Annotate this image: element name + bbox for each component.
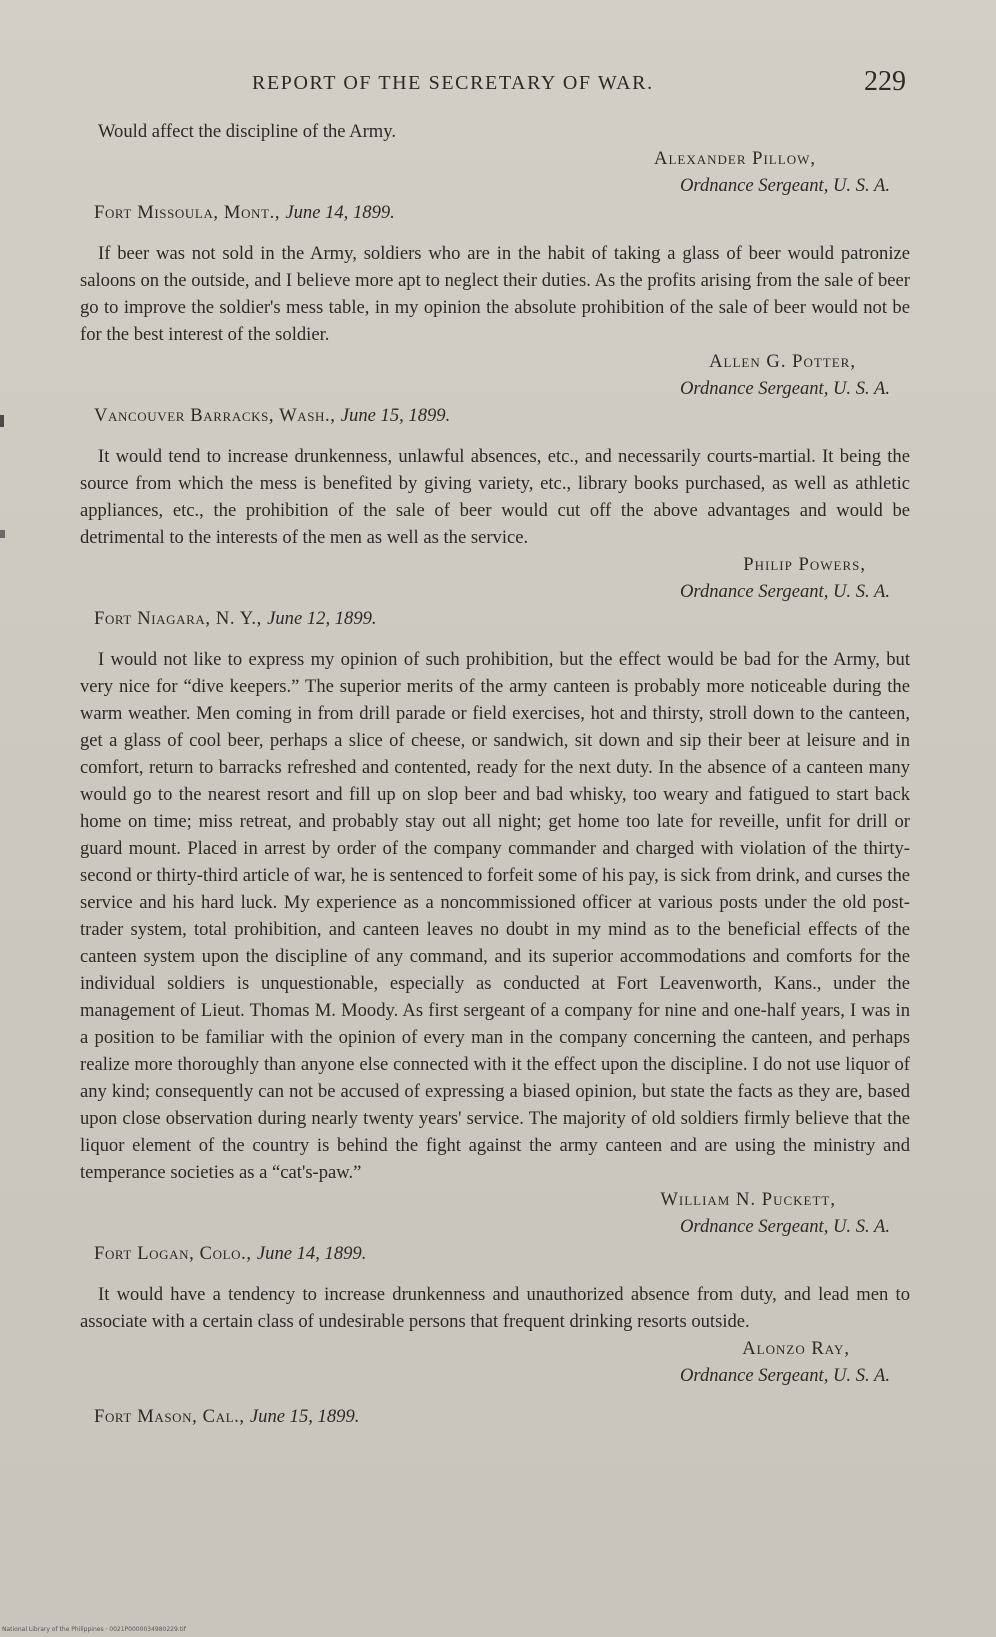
signature-block	[80, 1186, 890, 1240]
signature-block	[80, 145, 890, 199]
testimony-entry	[80, 240, 910, 402]
date: June 15, 1899.	[340, 405, 451, 426]
scan-footer: National Library of the Philippines · 0021P0000034980229.tif	[2, 1626, 186, 1633]
signer-name: Alonzo Ray,	[742, 1338, 850, 1359]
place-date-line	[94, 402, 910, 429]
signature-block	[80, 1335, 890, 1389]
place-date-line	[94, 1403, 910, 1430]
testimony-entry	[80, 118, 910, 199]
running-title: REPORT OF THE SECRETARY OF WAR.	[252, 72, 654, 94]
testimony-entry	[80, 1281, 910, 1389]
page-body	[80, 118, 910, 1444]
testimony-entry	[80, 646, 910, 1240]
testimony-text: It would have a tendency to increase drunkenness and unauthorized absence from duty, and lead men to associate with a certain class of undesirable persons that frequent drinking resorts outside.	[80, 1284, 910, 1332]
signer-name: Alexander Pillow,	[654, 148, 816, 169]
signer-rank: Ordnance Sergeant, U. S. A.	[679, 378, 890, 399]
place: Fort Niagara, N. Y.,	[94, 608, 262, 629]
scan-edge-mark	[0, 530, 5, 538]
date: June 14, 1899.	[256, 1243, 367, 1264]
place: Fort Mason, Cal.,	[94, 1406, 245, 1427]
page-number: 229	[864, 66, 906, 97]
signer-rank: Ordnance Sergeant, U. S. A.	[679, 1365, 890, 1386]
place-date-line	[94, 1240, 910, 1267]
date: June 12, 1899.	[267, 608, 377, 629]
testimony-text: I would not like to express my opinion of such prohibition, but the effect would be bad for the Army, but very nice for “dive keepers.” The superior merits of the army canteen is probably more noticeable during the warm weather. Men coming in from drill parade or field exercises, hot and thirsty, stroll down to the canteen, get a glass of cool beer, perhaps a slice of cheese, or sandwich, sit down and sip their beer at leisure and in comfort, return to barracks refreshed and contented, ready for the next duty. In the absence of a canteen many would go to the nearest resort and fill up on slop beer and bad whisky, too weary and fatigued to start back home on time; miss retreat, and probably stay out all night; get home too late for reveille, unfit for drill or guard mount. Placed in arrest by order of the company commander and charged with violation of the thirty-second or thirty-third article of war, he is sentenced to forfeit some of his pay, is sick from drink, and curses the service and his hard luck. My experience as a noncommissioned officer at various posts under the old post-trader system, total prohibition, and canteen leaves no doubt in my mind as to the beneficial effects of the canteen system upon the discipline of any command, and its superior accommodations and comforts for the individual soldiers is unquestionable, especially as conducted at Fort Leavenworth, Kans., under the management of Lieut. Thomas M. Moody. As first sergeant of a company for nine and one-half years, I was in a position to be familiar with the opinion of every man in the company concerning the canteen, and perhaps realize more thoroughly than anyone else connected with it the effect upon the discipline. I do not use liquor of any kind; consequently can not be accused of expressing a biased opinion, but state the facts as they are, based upon close observation during nearly twenty years' service. The majority of old soldiers firmly believe that the liquor element of the country is behind the fight against the army canteen and are using the ministry and temperance societies as a “cat's-paw.”	[80, 649, 910, 1183]
running-header	[0, 68, 996, 108]
place-date-line	[94, 605, 910, 632]
scan-edge-mark	[0, 415, 4, 427]
signer-rank: Ordnance Sergeant, U. S. A.	[679, 175, 890, 196]
place: Vancouver Barracks, Wash.,	[94, 405, 336, 426]
signature-block	[80, 348, 890, 402]
signer-name: Philip Powers,	[743, 554, 866, 575]
testimony-entry	[80, 443, 910, 605]
signer-name: William N. Puckett,	[660, 1189, 836, 1210]
place: Fort Logan, Colo.,	[94, 1243, 252, 1264]
testimony-text: Would affect the discipline of the Army.	[98, 121, 396, 142]
testimony-text: If beer was not sold in the Army, soldiers who are in the habit of taking a glass of beer would patronize saloons on the outside, and I believe more apt to neglect their duties. As the profits arising from the sale of beer go to improve the soldier's mess table, in my opinion the absolute prohibition of the sale of beer would not be for the best interest of the soldier.	[80, 243, 910, 345]
signer-rank: Ordnance Sergeant, U. S. A.	[679, 1216, 890, 1237]
date: June 15, 1899.	[249, 1406, 360, 1427]
signature-block	[80, 551, 890, 605]
place: Fort Missoula, Mont.,	[94, 202, 281, 223]
signer-name: Allen G. Potter,	[709, 351, 856, 372]
signer-rank: Ordnance Sergeant, U. S. A.	[679, 581, 890, 602]
testimony-text: It would tend to increase drunkenness, unlawful absences, etc., and necessarily courts-martial. It being the source from which the mess is benefited by giving variety, etc., library books purchased, as well as athletic appliances, etc., the prohibition of the sale of beer would cut off the above advantages and would be detrimental to the interests of the men as well as the service.	[80, 446, 910, 548]
date: June 14, 1899.	[285, 202, 395, 223]
place-date-line	[94, 199, 910, 226]
